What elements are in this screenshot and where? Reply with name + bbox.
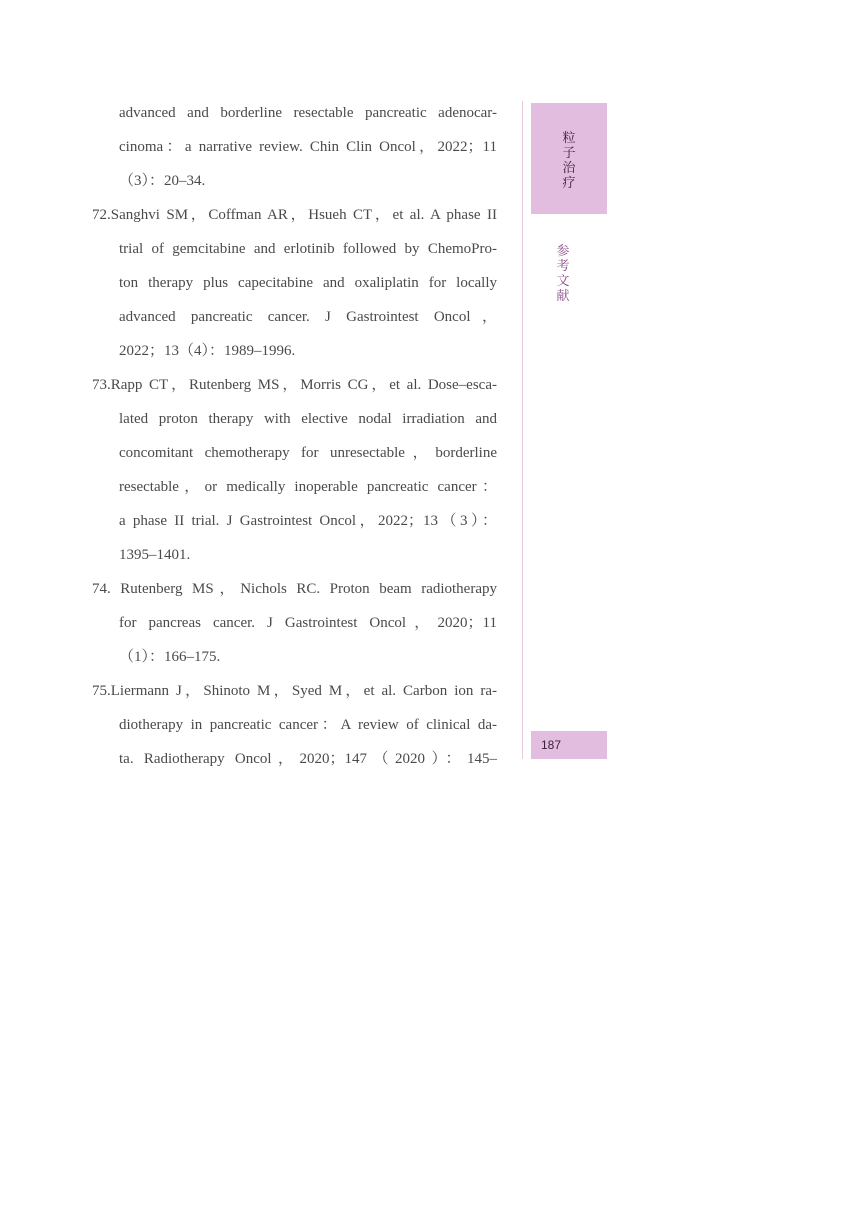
- reference-line: （3）：20–34.: [119, 173, 206, 189]
- reference-entry: [92, 572, 497, 674]
- reference-line: ta. Radiotherapy Oncol，2020；147（2020）：145–: [119, 751, 497, 767]
- reference-line: resectable，or medically inoperable pancreatic cancer：: [119, 479, 497, 495]
- reference-line: （1）：166–175.: [119, 649, 221, 665]
- reference-line: advanced and borderline resectable pancreatic adenocar-: [119, 105, 497, 121]
- reference-entry: [92, 198, 497, 368]
- reference-line: a phase II trial. J Gastrointest Oncol，2022；13（3）：: [119, 513, 497, 529]
- reference-line: 74. Rutenberg MS，Nichols RC. Proton beam radiotherapy: [92, 581, 497, 597]
- page-number-badge: [531, 731, 607, 759]
- reference-line: 2022；13（4）：1989–1996.: [119, 343, 296, 359]
- margin-divider: [522, 101, 523, 759]
- chapter-label: 粒子治疗: [562, 131, 576, 191]
- page-number: 187: [541, 738, 562, 752]
- reference-line: 73.Rapp CT，Rutenberg MS，Morris CG，et al. Dose–esca-: [92, 377, 497, 393]
- reference-list: [92, 96, 497, 776]
- reference-line: 1395–1401.: [119, 547, 191, 563]
- reference-line: lated proton therapy with elective nodal irradiation and: [119, 411, 497, 427]
- reference-entry: [92, 368, 497, 572]
- reference-entry: [92, 674, 497, 776]
- reference-line: for pancreas cancer. J Gastrointest Oncol，2020；11: [119, 615, 497, 631]
- reference-line: 72.Sanghvi SM，Coffman AR，Hsueh CT，et al. A phase II: [92, 207, 497, 223]
- reference-line: 75.Liermann J，Shinoto M，Syed M，et al. Carbon ion ra-: [92, 683, 497, 699]
- reference-line: diotherapy in pancreatic cancer：A review of clinical da-: [119, 717, 497, 733]
- reference-line: concomitant chemotherapy for unresectable，borderline: [119, 445, 497, 461]
- reference-entry: [92, 96, 497, 198]
- reference-line: trial of gemcitabine and erlotinib followed by ChemoPro-: [119, 241, 497, 257]
- reference-line: ton therapy plus capecitabine and oxaliplatin for locally: [119, 275, 497, 291]
- reference-line: cinoma：a narrative review. Chin Clin Oncol，2022；11: [119, 139, 497, 155]
- section-label: 参考文献: [556, 244, 570, 304]
- reference-line: advanced pancreatic cancer. J Gastrointest Oncol，: [119, 309, 497, 325]
- chapter-tab: [531, 103, 607, 214]
